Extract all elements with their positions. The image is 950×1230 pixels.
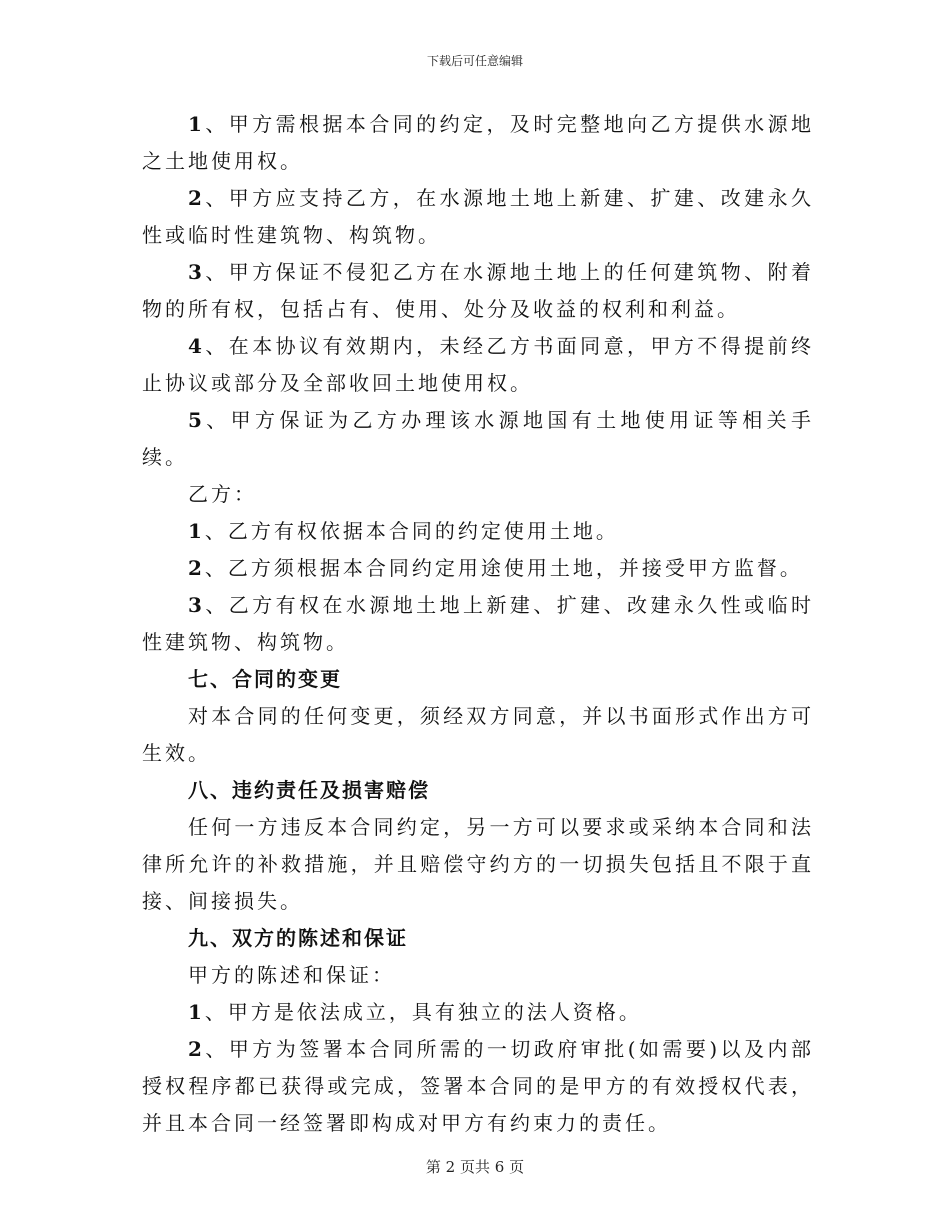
clause-number: 1 xyxy=(188,1000,205,1024)
clause-number: 3 xyxy=(188,260,205,284)
document-body xyxy=(142,106,814,1142)
numbered-clause xyxy=(142,180,814,254)
paragraph: 甲方的陈述和保证： xyxy=(188,963,395,987)
page-footer: 第 2 页共 6 页 xyxy=(425,1158,525,1176)
clause-number: 2 xyxy=(188,186,205,210)
numbered-clause xyxy=(142,106,814,180)
clause-text: 、甲方应支持乙方，在水源地土地上新建、扩建、改建永久性或临时性建筑物、构筑物。 xyxy=(142,186,814,247)
numbered-clause xyxy=(142,513,814,550)
clause-text: 、甲方为签署本合同所需的一切政府审批(如需要)以及内部授权程序都已获得或完成，签署本合同的是甲方的有效授权代表，并且本合同一经签署即构成对甲方有约束力的责任。 xyxy=(142,1037,814,1135)
clause-number: 5 xyxy=(188,408,205,432)
clause-text: 、甲方是依法成立，具有独立的法人资格。 xyxy=(204,1000,642,1024)
numbered-clause xyxy=(142,587,814,661)
numbered-clause xyxy=(142,550,814,587)
clause-number: 4 xyxy=(188,334,205,358)
section-heading: 八、违约责任及损害赔偿 xyxy=(188,778,430,802)
numbered-clause xyxy=(142,1031,814,1142)
clause-number: 1 xyxy=(188,112,205,136)
clause-text: 、在本协议有效期内，未经乙方书面同意，甲方不得提前终止协议或部分及全部收回土地使用权。 xyxy=(142,334,814,395)
section-heading: 七、合同的变更 xyxy=(188,667,342,691)
numbered-clause xyxy=(142,254,814,328)
clause-text: 、甲方保证为乙方办理该水源地国有土地使用证等相关手续。 xyxy=(142,408,814,469)
numbered-clause xyxy=(142,328,814,402)
clause-text: 、乙方有权在水源地土地上新建、扩建、改建永久性或临时性建筑物、构筑物。 xyxy=(142,593,814,654)
clause-number: 1 xyxy=(188,519,205,543)
paragraph: 对本合同的任何变更，须经双方同意，并以书面形式作出方可生效。 xyxy=(142,704,814,765)
page-header: 下载后可任意编辑 xyxy=(426,54,523,68)
numbered-clause xyxy=(142,994,814,1031)
section-heading: 九、双方的陈述和保证 xyxy=(188,926,408,950)
clause-number: 2 xyxy=(188,1037,205,1061)
clause-text: 、乙方须根据本合同约定用途使用土地，并接受甲方监督。 xyxy=(204,556,803,580)
clause-text: 、甲方保证不侵犯乙方在水源地土地上的任何建筑物、附着物的所有权，包括占有、使用、处分及收益的权利和利益。 xyxy=(142,260,814,321)
paragraph: 任何一方违反本合同约定，另一方可以要求或采纳本合同和法律所允许的补救措施，并且赔偿守约方的一切损失包括且不限于直接、间接损失。 xyxy=(142,815,814,913)
clause-text: 、甲方需根据本合同的约定，及时完整地向乙方提供水源地之土地使用权。 xyxy=(142,112,814,173)
paragraph: 乙方： xyxy=(188,482,257,506)
clause-number: 2 xyxy=(188,556,205,580)
clause-text: 、乙方有权依据本合同的约定使用土地。 xyxy=(204,519,619,543)
numbered-clause xyxy=(142,402,814,476)
clause-number: 3 xyxy=(188,593,205,617)
